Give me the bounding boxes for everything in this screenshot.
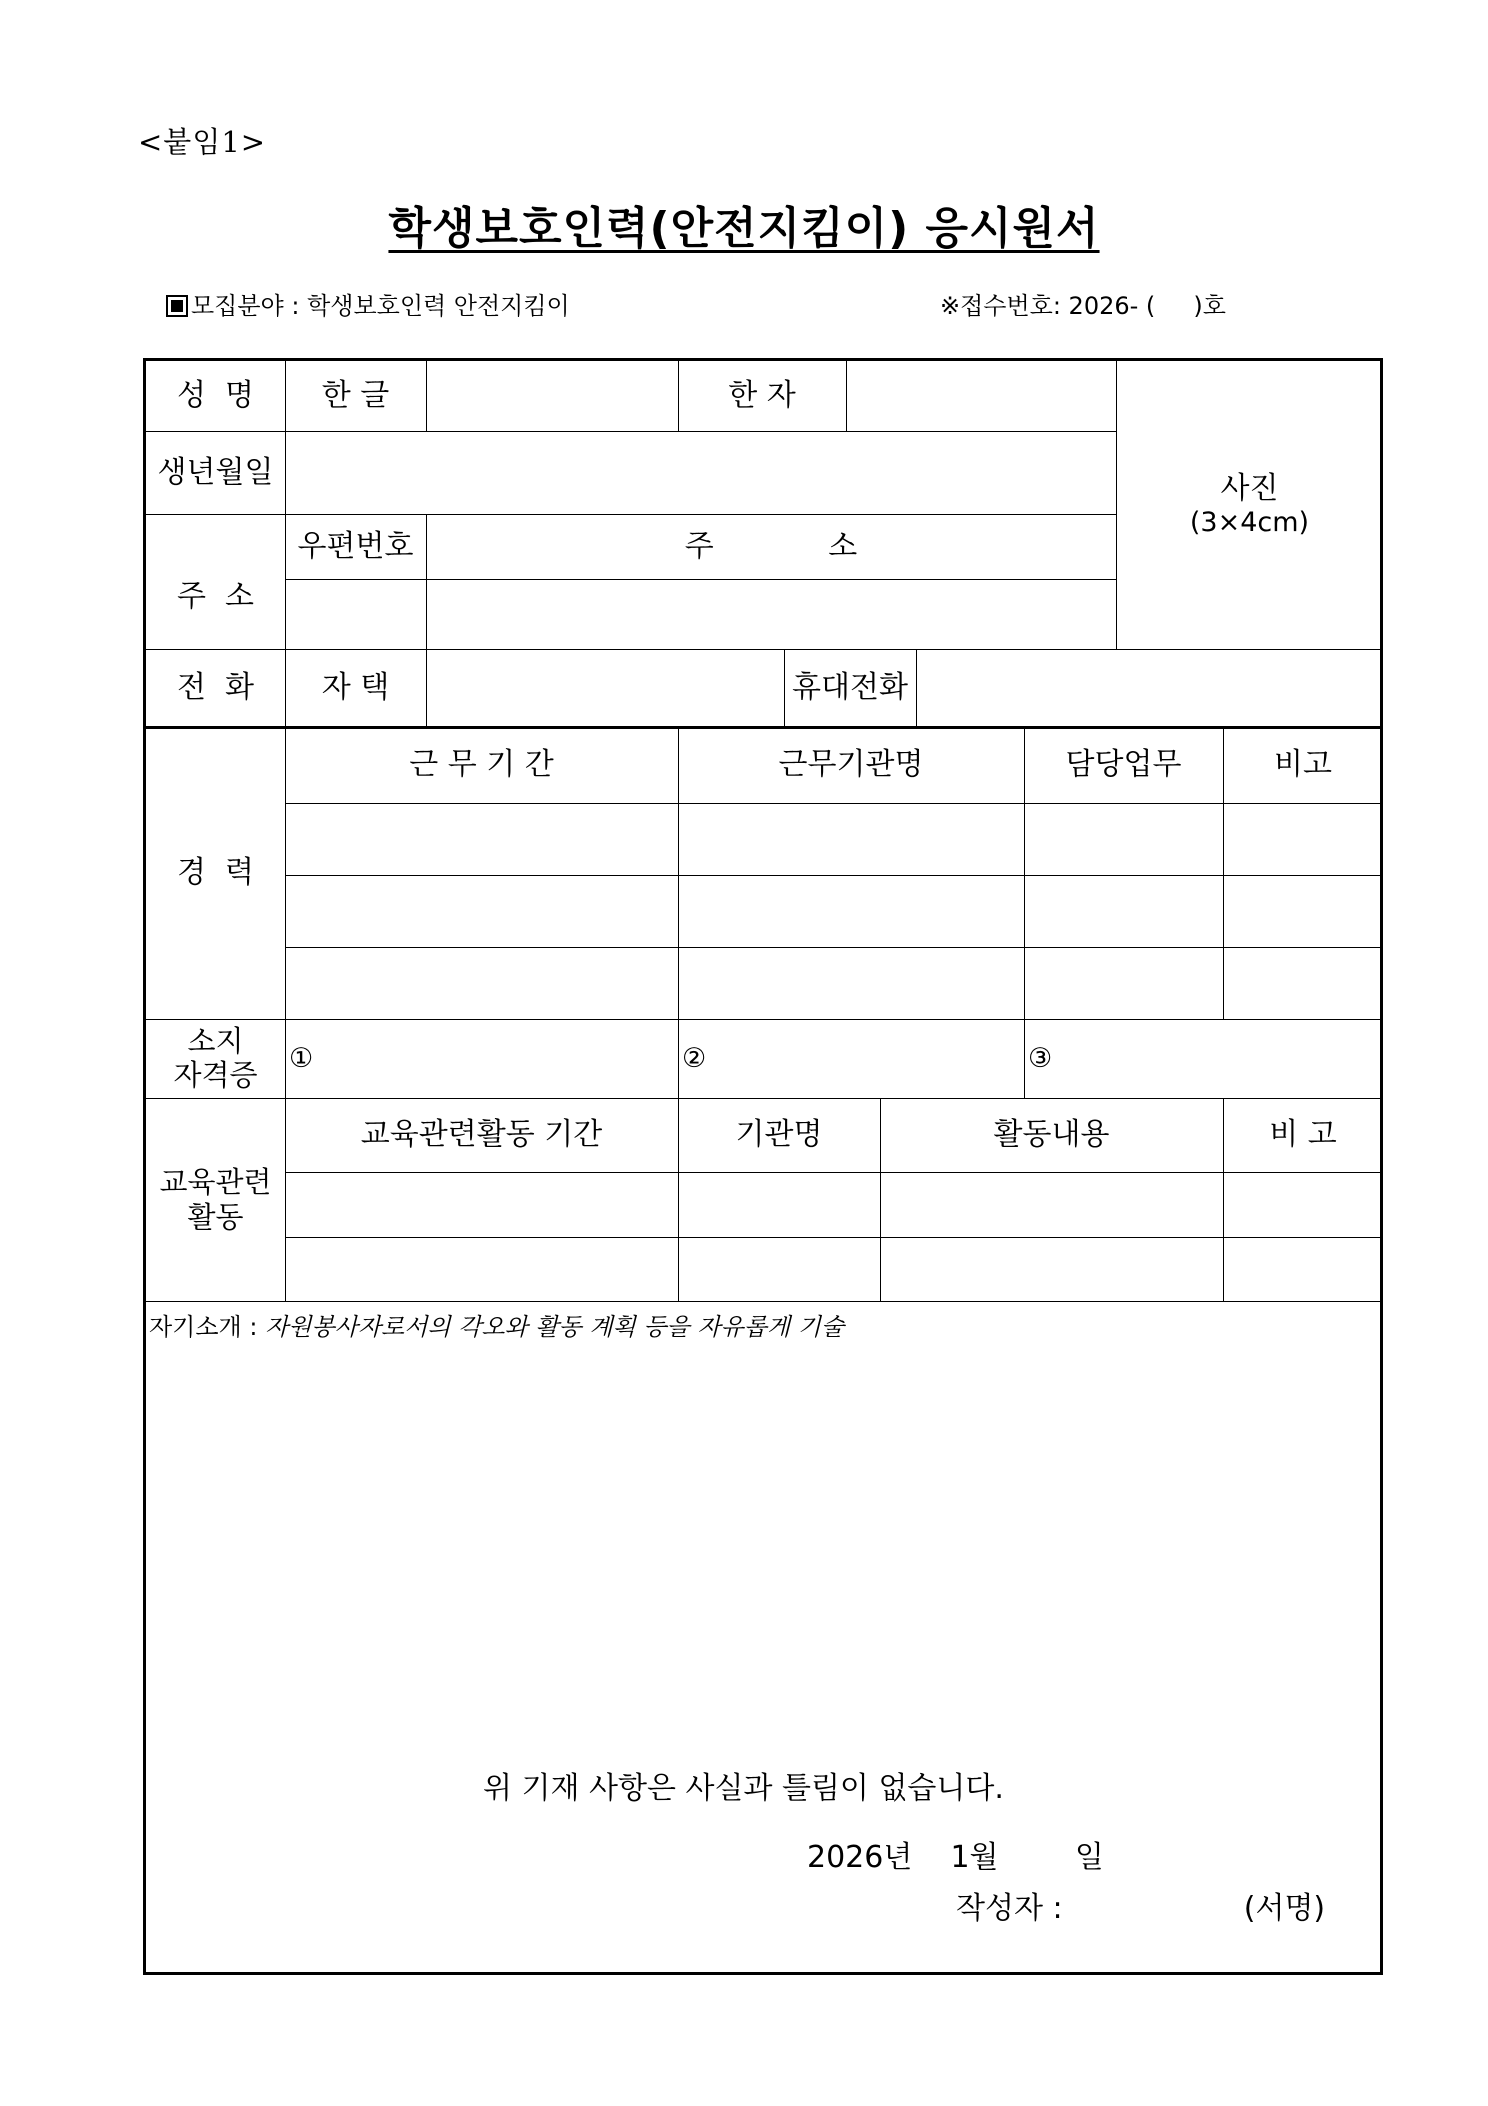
- license-field-1[interactable]: [316, 1019, 676, 1098]
- mobile-field[interactable]: [916, 649, 1383, 726]
- career-org-field[interactable]: [678, 803, 1024, 875]
- education-note-field[interactable]: [1223, 1237, 1383, 1301]
- mobile-label: 휴대전화: [792, 669, 908, 705]
- license-field-2[interactable]: [712, 1019, 1022, 1098]
- career-period-field[interactable]: [285, 803, 678, 875]
- address-header: 주 소: [684, 528, 858, 564]
- career-note-field[interactable]: [1223, 803, 1383, 875]
- self-intro-hint: 자원봉사자로서의 각오와 활동 계획 등을 자유롭게 기술: [265, 1313, 845, 1341]
- photo-size: (3×4cm): [1189, 506, 1310, 538]
- hangul-name-field[interactable]: [426, 361, 678, 431]
- education-header-org: 기관명: [735, 1117, 823, 1152]
- birth-label: 생년월일: [157, 454, 274, 490]
- recruit-field: [166, 286, 570, 321]
- hanja-label: 한 자: [728, 378, 796, 413]
- page-title: [0, 192, 1488, 256]
- education-header-note: 비 고: [1269, 1117, 1337, 1152]
- title-text: 학생보호인력(안전지킴이) 응시원서: [388, 203, 1100, 254]
- self-intro-field[interactable]: [149, 1346, 1377, 2106]
- author-signature-line: 작성자 : (서명): [956, 1891, 1326, 1926]
- self-intro-label: 자기소개 :: [149, 1313, 266, 1341]
- phone-label: 전 화: [176, 669, 255, 705]
- career-header-period: 근 무 기 간: [409, 746, 554, 782]
- recruit-field-text: 모집분야 : 학생보호인력 안전지킴이: [191, 292, 570, 320]
- career-org-field[interactable]: [678, 947, 1024, 1019]
- education-period-field[interactable]: [285, 1172, 678, 1237]
- photo-label: 사진: [1220, 470, 1279, 506]
- address-field[interactable]: [426, 579, 1116, 649]
- rule: [146, 1301, 1383, 1302]
- address-label: 주 소: [176, 578, 255, 614]
- education-label: 교육관련 활동: [159, 1164, 272, 1234]
- career-org-field[interactable]: [678, 875, 1024, 947]
- attachment-label: <붙임1>: [138, 125, 267, 159]
- education-content-field[interactable]: [880, 1237, 1223, 1301]
- home-phone-field[interactable]: [426, 649, 784, 726]
- license-marker-1: ①: [289, 1043, 314, 1074]
- education-header-period: 교육관련활동 기간: [360, 1117, 603, 1152]
- filled-square-icon: [166, 295, 188, 317]
- hanja-name-field[interactable]: [846, 361, 1116, 431]
- receipt-number: ※접수번호: 2026- ( )호: [940, 292, 1226, 320]
- career-note-field[interactable]: [1223, 875, 1383, 947]
- career-note-field[interactable]: [1223, 947, 1383, 1019]
- license-marker-3: ③: [1028, 1043, 1053, 1074]
- education-org-field[interactable]: [678, 1172, 880, 1237]
- education-note-field[interactable]: [1223, 1172, 1383, 1237]
- date-line: 2026년 1월 일: [807, 1840, 1104, 1875]
- career-label: 경 력: [176, 854, 255, 890]
- education-header-content: 활동내용: [993, 1117, 1110, 1152]
- name-label: 성 명: [176, 378, 255, 413]
- application-form: [143, 358, 1383, 1975]
- license-field-3[interactable]: [1058, 1019, 1381, 1098]
- career-duty-field[interactable]: [1024, 875, 1223, 947]
- postcode-label: 우편번호: [297, 528, 414, 564]
- education-org-field[interactable]: [678, 1237, 880, 1301]
- career-header-org: 근무기관명: [778, 746, 924, 782]
- birth-field[interactable]: [285, 431, 1116, 514]
- career-header-note: 비고: [1274, 746, 1332, 782]
- career-header-duty: 담당업무: [1065, 746, 1182, 782]
- hangul-label: 한 글: [321, 378, 390, 413]
- postcode-field[interactable]: [285, 579, 426, 649]
- self-intro-heading: [149, 1307, 844, 1342]
- home-phone-label: 자 택: [321, 669, 390, 705]
- career-period-field[interactable]: [285, 875, 678, 947]
- career-period-field[interactable]: [285, 947, 678, 1019]
- license-marker-2: ②: [682, 1043, 707, 1074]
- photo-box[interactable]: [1116, 361, 1383, 649]
- license-label: 소지 자격증: [173, 1024, 258, 1092]
- education-period-field[interactable]: [285, 1237, 678, 1301]
- education-content-field[interactable]: [880, 1172, 1223, 1237]
- career-duty-field[interactable]: [1024, 947, 1223, 1019]
- career-duty-field[interactable]: [1024, 803, 1223, 875]
- declaration-text: 위 기재 사항은 사실과 틀림이 없습니다.: [483, 1771, 1004, 1806]
